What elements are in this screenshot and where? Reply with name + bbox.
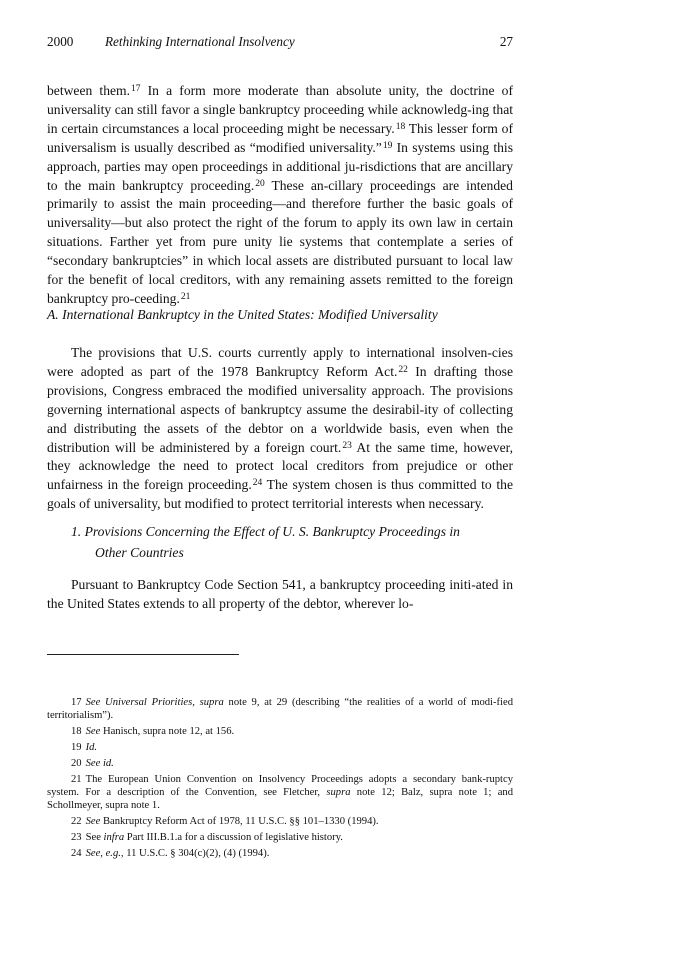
footnote-signal: infra xyxy=(103,832,125,843)
footnote-signal: See Universal Priorities, supra xyxy=(85,697,224,708)
footnote-text: Bankruptcy Reform Act of 1978, 11 U.S.C. §§ 101–1330 (1994). xyxy=(100,816,379,827)
footnote-text: note 12; Balz, supra note 1; and Schollmeyer, supra note 1. xyxy=(47,787,513,811)
footnote-number: 20 xyxy=(71,758,82,769)
paragraph-us-provisions xyxy=(47,344,513,514)
page-number: 27 xyxy=(499,34,513,49)
footnote-ref-23[interactable]: 23 xyxy=(342,440,352,451)
footnotes xyxy=(47,696,513,863)
footnote-ref-18[interactable]: 18 xyxy=(395,121,406,132)
footnote-18 xyxy=(47,725,513,738)
header-title: Rethinking International Insolvency xyxy=(105,34,295,49)
paragraph-section-541: Pursuant to Bankruptcy Code Section 541, a bankruptcy proceeding initi-ated in the United States extends to all property of the debtor, wherever lo- xyxy=(47,577,513,611)
footnote-text: The European Union Convention on Insolvency Proceedings adopts a secondary bank-ruptcy system. For a description of the Convention, see Fletcher, xyxy=(47,774,513,798)
footnote-text: note 9, at 29 (describing “the realities of a world of modi-fied territorialism”). xyxy=(47,697,513,721)
footnote-signal: Id. xyxy=(85,742,98,753)
text-run: The provisions that U.S. courts currently apply to international insolven-cies were adopted as part of the 1978 Bankruptcy Reform Act. xyxy=(47,345,513,379)
footnote-22 xyxy=(47,815,513,828)
footnote-21 xyxy=(47,773,513,812)
footnote-signal: See id. xyxy=(85,758,114,769)
footnote-24 xyxy=(47,847,513,860)
footnote-ref-19[interactable]: 19 xyxy=(382,140,393,151)
footnote-ref-24[interactable]: 24 xyxy=(252,478,263,489)
footnote-signal: See xyxy=(85,816,101,827)
text-run: In drafting those provisions, Congress embraced the modified universality approach. The provisions governing international aspects of bankruptcy assume the desirabil-ity of collecting and distributing the assets of the debtor on a worldwide basis, even when the distribution will be administered by a foreign court. xyxy=(47,363,514,455)
footnote-19 xyxy=(47,741,513,754)
footnote-divider xyxy=(47,654,239,655)
footnote-text: See xyxy=(85,832,104,843)
footnote-20 xyxy=(47,757,513,770)
footnote-number: 22 xyxy=(71,816,82,827)
footnote-ref-22[interactable]: 22 xyxy=(398,364,408,375)
text-run: In systems using this approach, parties may open proceedings in additional ju-risdictions that are ancillary to the main bankruptcy proceeding. xyxy=(47,139,513,193)
paragraph-universality xyxy=(47,82,513,309)
header-year: 2000 xyxy=(47,34,74,49)
footnote-signal: See, e.g., xyxy=(85,848,124,859)
section-heading-a: A. International Bankruptcy in the United States: Modified Universality xyxy=(47,307,438,322)
text-run: The system chosen is thus committed to the goals of universality, but modified to protect territorial interests when necessary. xyxy=(47,477,513,512)
footnote-number: 19 xyxy=(71,742,82,753)
footnote-number: 24 xyxy=(71,848,82,859)
footnote-number: 18 xyxy=(71,726,82,737)
subsection-heading-line1: 1. Provisions Concerning the Effect of U. S. Bankruptcy Proceedings in xyxy=(71,524,460,539)
footnote-number: 17 xyxy=(71,697,82,708)
footnote-text: Hanisch, supra note 12, at 156. xyxy=(100,726,235,737)
text-run: These an-cillary proceedings are intended primarily to assist the main proceeding—and therefore further the basic goals of universality—but also protect the right of the forum to apply its own law in certain situations. Farther yet from pure unity lie systems that contemplate a series of “secondary bankruptcies” in which local assets are distributed pursuant to local law for the benefit of local creditors, with any remaining assets remitted to the foreign bankruptcy pro-ceeding. xyxy=(47,177,513,306)
subsection-heading-line2: Other Countries xyxy=(95,545,184,560)
text-run: This lesser form of universalism is usually described as “modified universality.” xyxy=(47,120,514,155)
footnote-number: 23 xyxy=(71,832,82,843)
footnote-ref-17[interactable]: 17 xyxy=(131,84,141,94)
footnote-signal: See xyxy=(85,726,101,737)
footnote-text: 11 U.S.C. § 304(c)(2), (4) (1994). xyxy=(123,848,270,859)
text-run: At the same time, however, they acknowledge the need to protect local creditors from prejudice or other unfairness in the foreign proceeding. xyxy=(47,439,513,493)
footnote-number: 21 xyxy=(71,774,82,785)
footnote-signal: supra xyxy=(326,787,351,798)
footnote-ref-21[interactable]: 21 xyxy=(180,291,191,302)
footnote-17 xyxy=(47,696,513,722)
text-run: between them. xyxy=(47,83,131,98)
subsection-heading-1 xyxy=(71,521,501,563)
footnote-23 xyxy=(47,831,513,844)
text-run: In a form more moderate than absolute unity, the doctrine of universality can still favor a single bankruptcy proceeding while acknowledg-ing that in certain circumstances a local proceeding might be necessary. xyxy=(47,83,513,136)
footnote-text: Part III.B.1.a for a discussion of legislative history. xyxy=(124,832,343,843)
footnote-ref-20[interactable]: 20 xyxy=(255,178,265,189)
